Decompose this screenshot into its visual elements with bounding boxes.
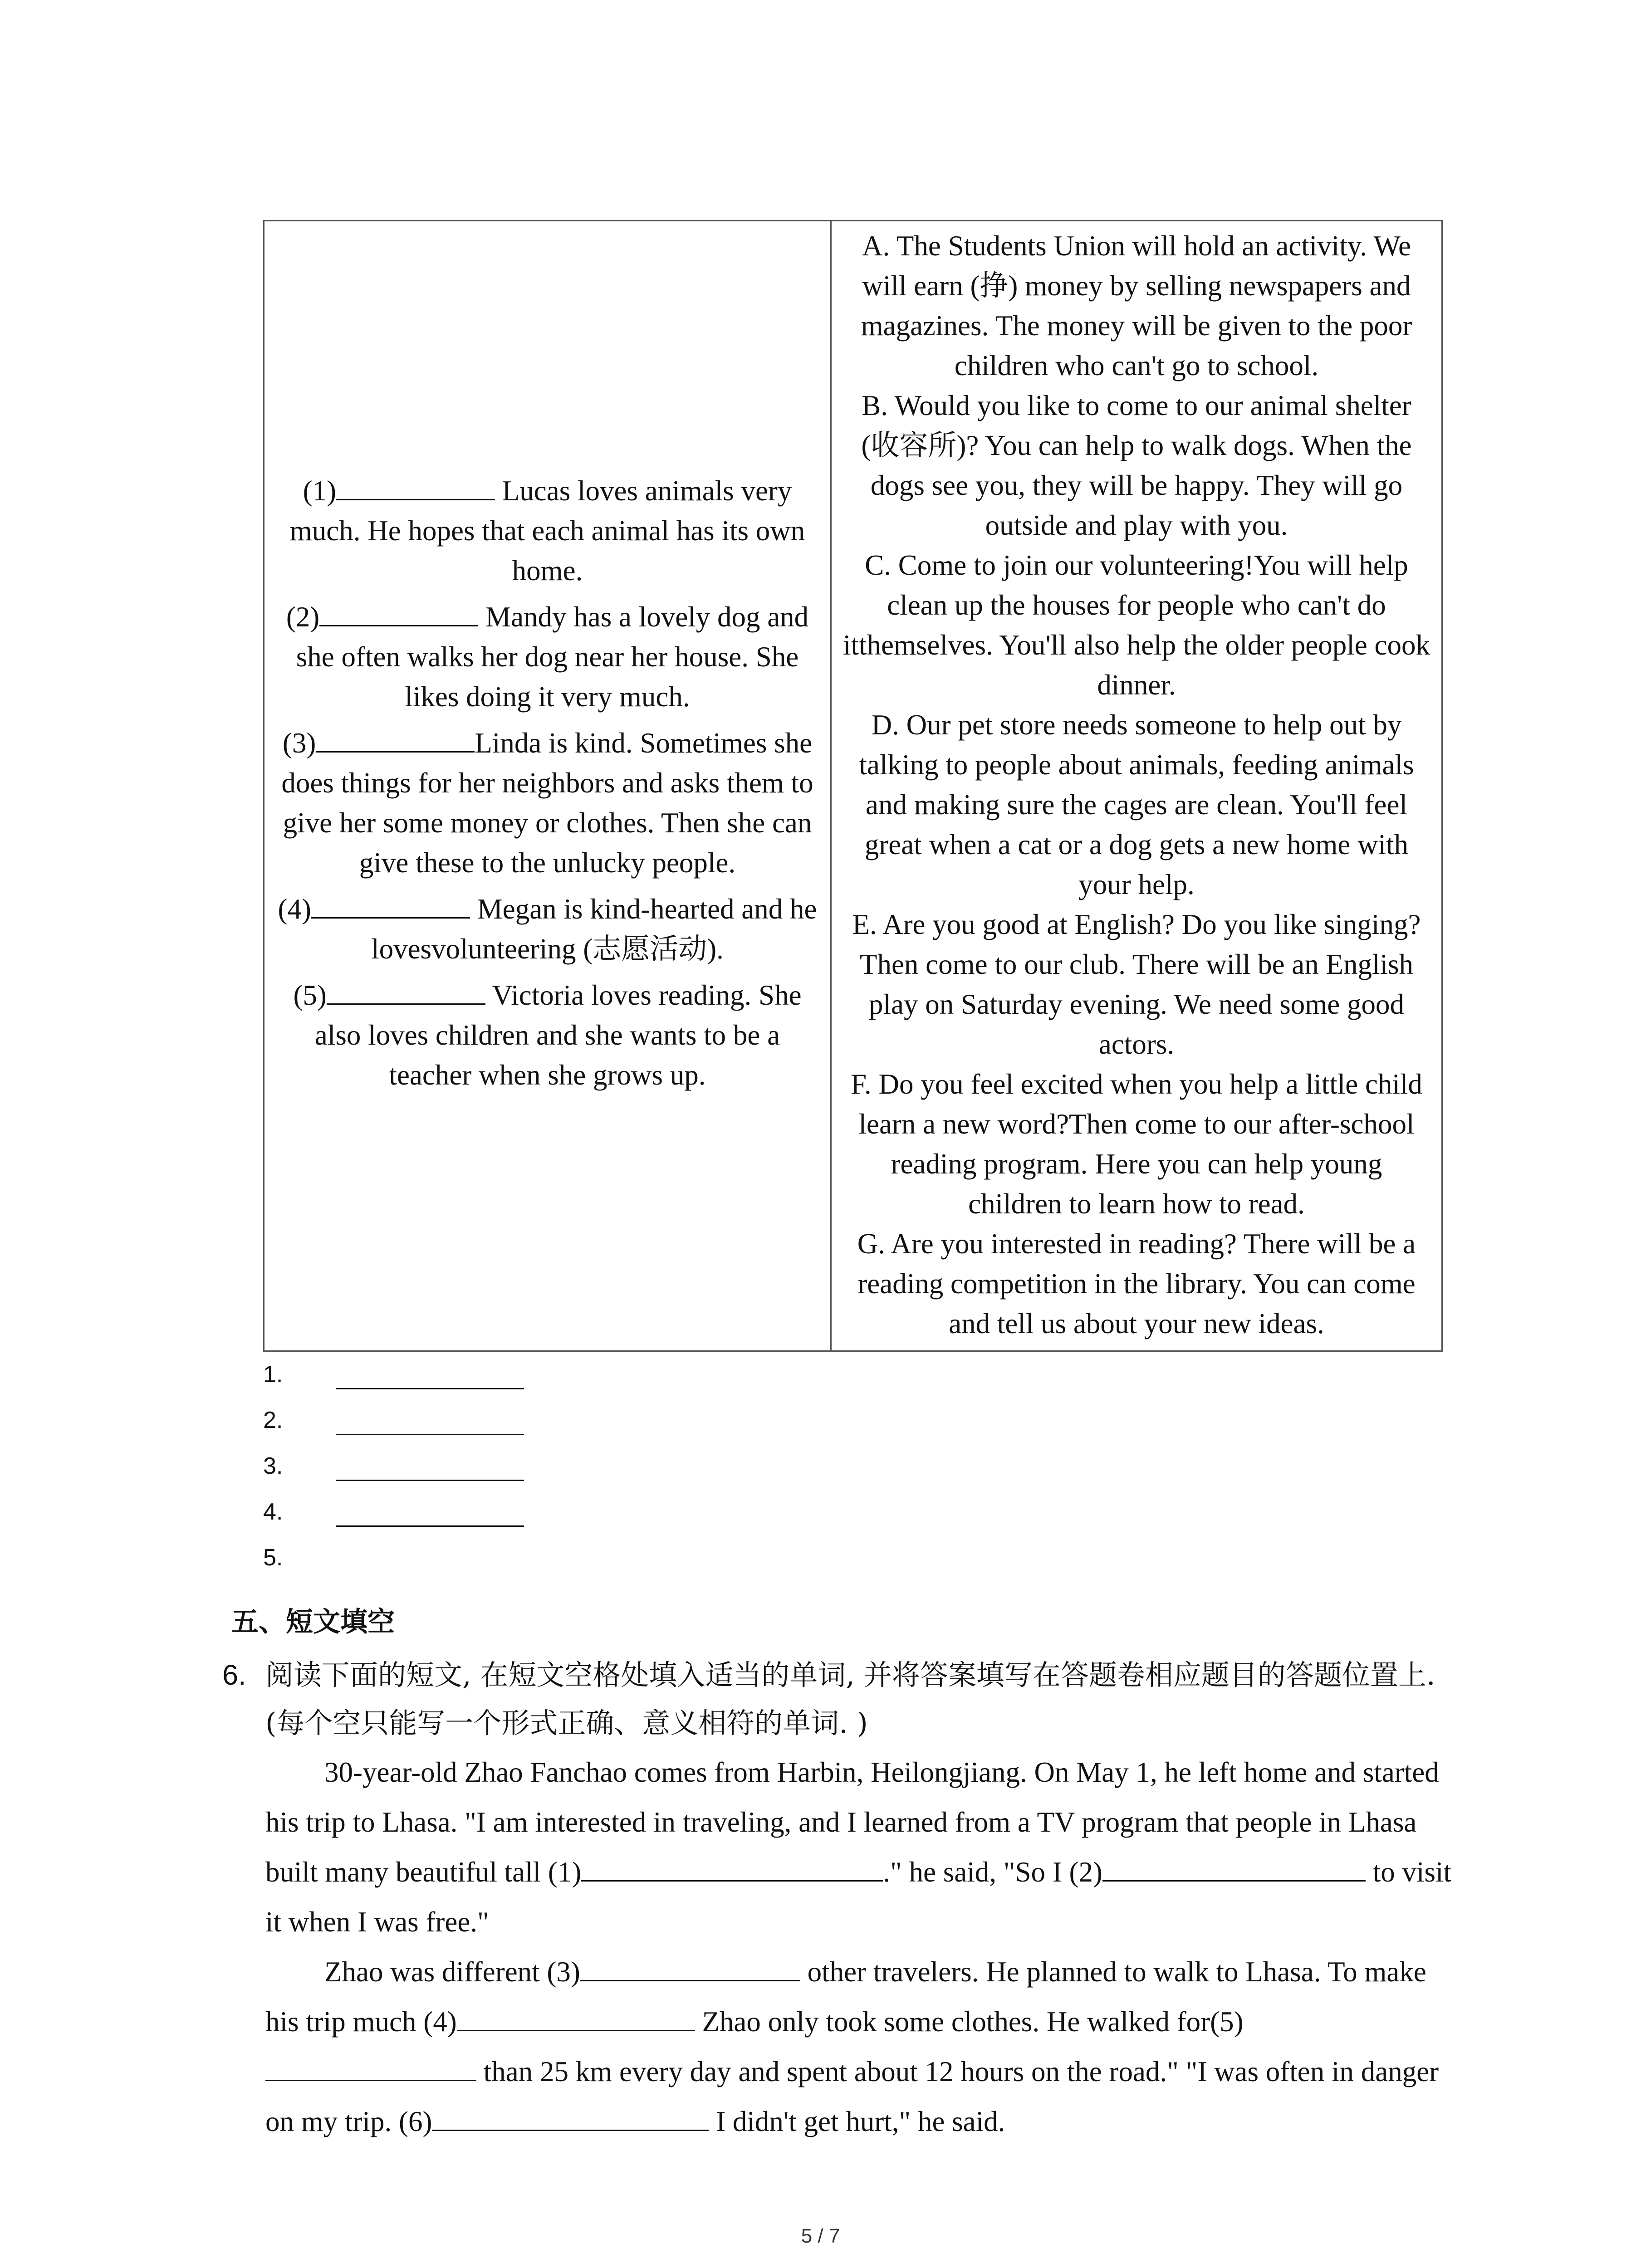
- option-c: C. Come to join our volunteering!You will help clean up the houses for people who can't do itthemselves. You'll also help the older people cook dinner.: [843, 549, 1430, 701]
- person-item-2: [277, 597, 818, 717]
- question-instruction: 阅读下面的短文, 在短文空格处填入适当的单词, 并将答案填写在答题卷相应题目的答题位置上. (每个空只能写一个形式正确、意义相符的单词. ): [265, 1658, 1435, 1740]
- question-number: 6.: [222, 1659, 246, 1691]
- option-b: B. Would you like to come to our animal shelter (收容所)? You can help to walk dogs. When the dogs see you, they will be happy. They will go outside and play with you.: [861, 390, 1412, 541]
- page-number: 5 / 7: [801, 2225, 840, 2247]
- blank-2[interactable]: [1102, 1852, 1366, 1882]
- answer-row-3: [263, 1452, 671, 1498]
- passage-text: than 25 km every day and spent about 12 hours on the road." "I was often in danger on my trip. (6): [265, 2056, 1439, 2137]
- answer-row-1: [263, 1361, 671, 1407]
- answer-line[interactable]: [336, 1434, 524, 1435]
- answer-number: 5.: [263, 1545, 283, 1571]
- answer-row-2: [263, 1407, 671, 1452]
- blank-3[interactable]: [580, 1952, 800, 1981]
- answer-number: 4.: [263, 1499, 283, 1525]
- person-item-3: [277, 723, 818, 883]
- item-text: Victoria loves reading. She also loves children and she wants to be a teacher when she grows up.: [314, 979, 802, 1091]
- blank-4[interactable]: [457, 2002, 695, 2031]
- answer-line[interactable]: [336, 1525, 524, 1527]
- answer-lines: [263, 1361, 671, 1590]
- option-f: F. Do you feel excited when you help a little child learn a new word?Then come to our after-school reading program. Here you can help young children to learn how to read.: [851, 1068, 1422, 1220]
- item-number: (2): [286, 601, 320, 633]
- answer-number: 3.: [263, 1453, 283, 1479]
- passage-text: ." he said, "So I (2): [883, 1856, 1102, 1888]
- item-text: Linda is kind. Sometimes she does things for her neighbors and asks them to give her some money or clothes. Then she can give these to the unlucky people.: [281, 727, 813, 879]
- passage: [265, 1747, 1452, 2146]
- options-column: [832, 221, 1441, 1350]
- passage-text: Zhao only took some clothes. He walked for(5): [695, 2006, 1244, 2038]
- answer-number: 2.: [263, 1407, 283, 1433]
- answer-blank-5[interactable]: [327, 975, 485, 1005]
- answer-line[interactable]: [336, 1480, 524, 1481]
- option-a: A. The Students Union will hold an activity. We will earn (挣) money by selling newspapers and magazines. The money will be given to the poor children who can't go to school.: [861, 230, 1412, 381]
- question-6: [222, 1651, 1452, 2146]
- item-number: (5): [293, 979, 327, 1011]
- passage-text: I didn't get hurt," he said.: [709, 2106, 1005, 2137]
- answer-blank-1[interactable]: [336, 471, 495, 500]
- passage-paragraph-2: [265, 1947, 1452, 2146]
- person-item-4: [277, 889, 818, 969]
- answer-blank-4[interactable]: [311, 889, 470, 919]
- blank-6[interactable]: [432, 2102, 709, 2131]
- section-title: 五、短文填空: [231, 1606, 395, 1638]
- passage-paragraph-1: [265, 1747, 1452, 1947]
- blank-5[interactable]: [265, 2052, 476, 2081]
- item-number: (1): [303, 474, 337, 507]
- person-item-5: [277, 975, 818, 1095]
- passage-text: to visit it when I was free.": [265, 1856, 1451, 1938]
- blank-1[interactable]: [581, 1852, 883, 1882]
- answer-row-5: [263, 1544, 671, 1590]
- item-text: Megan is kind-hearted and he lovesvolunteering (志愿活动).: [371, 893, 817, 965]
- option-d: D. Our pet store needs someone to help out by talking to people about animals, feeding animals and making sure the cages are clean. You'll feel great when a cat or a dog gets a new home with your help.: [859, 709, 1414, 900]
- person-item-1: [277, 471, 818, 591]
- answer-number: 1.: [263, 1361, 283, 1388]
- option-g: G. Are you interested in reading? There will be a reading competition in the library. You can come and tell us about your new ideas.: [857, 1228, 1416, 1339]
- passage-text: 30-year-old Zhao Fanchao comes from Harbin, Heilongjiang. On May 1, he left home and started his trip to Lhasa. "I am interested in traveling, and I learned from a TV program that people in Lhasa built many beautiful tall (1): [265, 1756, 1439, 1888]
- answer-line[interactable]: [336, 1388, 524, 1389]
- answer-row-4: [263, 1498, 671, 1544]
- option-e: E. Are you good at English? Do you like singing? Then come to our club. There will be an English play on Saturday evening. We need some good actors.: [852, 909, 1421, 1060]
- matching-table: [263, 220, 1443, 1352]
- passage-text: other travelers. He planned to walk to Lhasa. To make his trip much (4): [265, 1956, 1426, 2038]
- item-number: (3): [282, 727, 316, 759]
- item-text: Mandy has a lovely dog and she often walks her dog near her house. She likes doing it very much.: [296, 601, 809, 713]
- item-number: (4): [278, 893, 311, 925]
- answer-blank-2[interactable]: [319, 597, 478, 626]
- answer-blank-3[interactable]: [316, 723, 475, 753]
- passage-text: Zhao was different (3): [324, 1956, 580, 1988]
- people-column: [265, 221, 832, 1350]
- item-text: Lucas loves animals very much. He hopes that each animal has its own home.: [289, 474, 805, 587]
